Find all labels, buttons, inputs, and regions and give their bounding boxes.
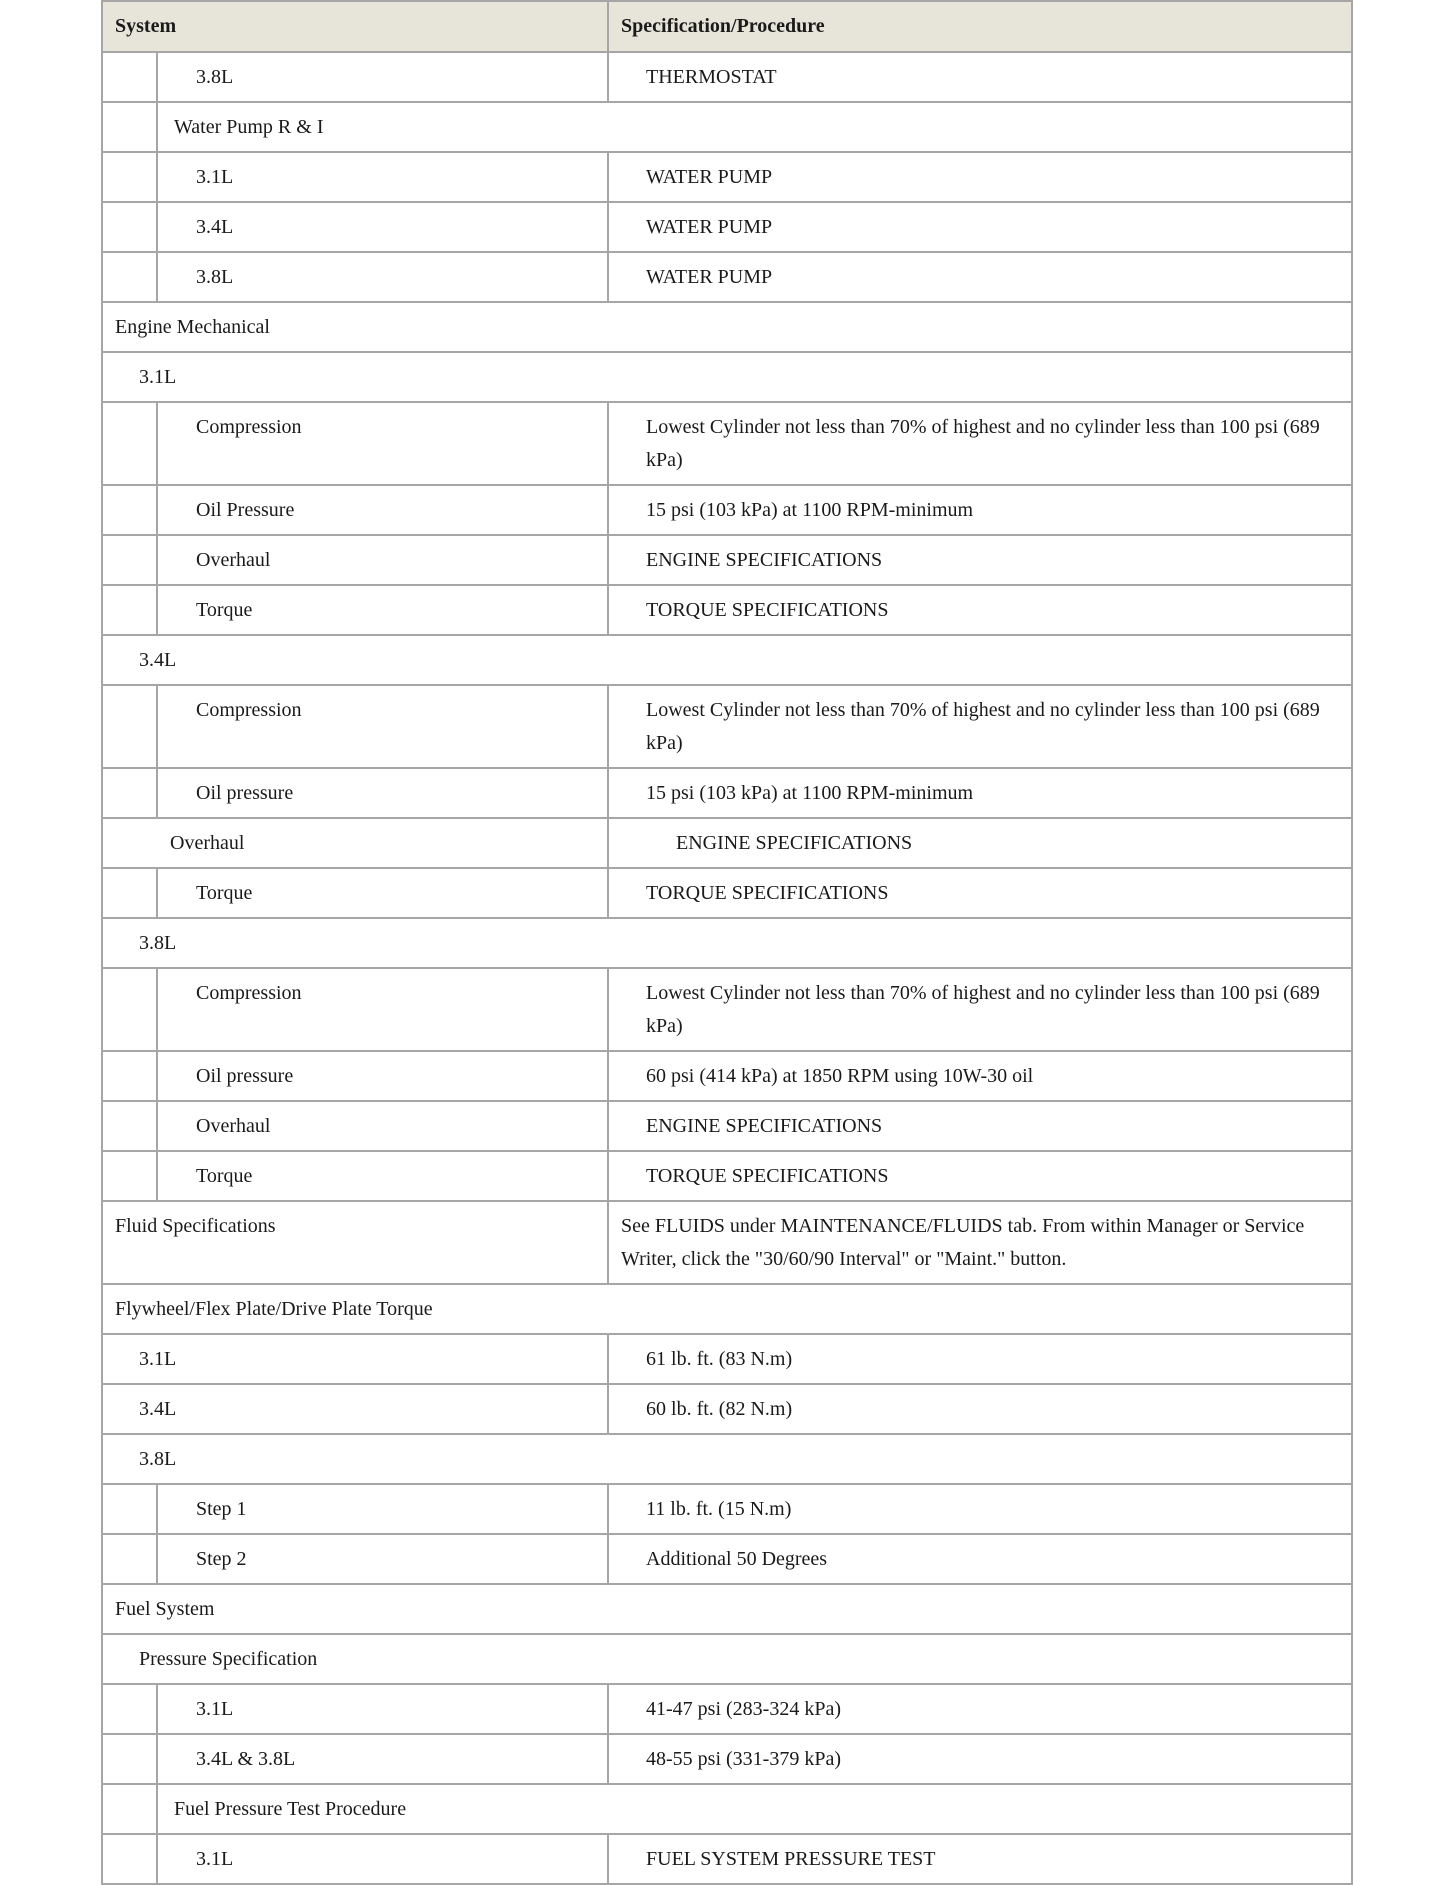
spec-label: 3.1L xyxy=(157,1834,608,1884)
spec-label: Overhaul xyxy=(102,818,608,868)
table-row xyxy=(102,535,1352,585)
group-heading: 3.8L xyxy=(102,1434,1352,1484)
spec-value: See FLUIDS under MAINTENANCE/FLUIDS tab. From within Manager or Service Writer, click the "30/60/90 Interval" or "Maint." button. xyxy=(608,1201,1352,1284)
table-body xyxy=(102,52,1352,1884)
section-heading: Engine Mechanical xyxy=(102,302,1352,352)
spec-value: WATER PUMP xyxy=(608,252,1352,302)
spec-value: Lowest Cylinder not less than 70% of highest and no cylinder less than 100 psi (689 kPa) xyxy=(608,968,1352,1051)
table-row xyxy=(102,402,1352,485)
table-row xyxy=(102,1284,1352,1334)
spec-value: ENGINE SPECIFICATIONS xyxy=(608,818,1352,868)
spec-value: TORQUE SPECIFICATIONS xyxy=(608,585,1352,635)
table-row xyxy=(102,302,1352,352)
group-heading: Pressure Specification xyxy=(102,1634,1352,1684)
table-row xyxy=(102,1684,1352,1734)
indent-gutter xyxy=(102,252,157,302)
indent-gutter xyxy=(102,1101,157,1151)
spec-label: Step 2 xyxy=(157,1534,608,1584)
indent-gutter xyxy=(102,585,157,635)
indent-gutter xyxy=(102,152,157,202)
table-row xyxy=(102,1201,1352,1284)
spec-value: WATER PUMP xyxy=(608,152,1352,202)
spec-label: 3.1L xyxy=(157,1684,608,1734)
spec-value: 61 lb. ft. (83 N.m) xyxy=(608,1334,1352,1384)
spec-label: Oil pressure xyxy=(157,768,608,818)
table-row xyxy=(102,1834,1352,1884)
table-row xyxy=(102,685,1352,768)
table-row xyxy=(102,102,1352,152)
header-row xyxy=(102,1,1352,52)
indent-gutter xyxy=(102,1734,157,1784)
indent-gutter xyxy=(102,52,157,102)
spec-value: 60 lb. ft. (82 N.m) xyxy=(608,1384,1352,1434)
indent-gutter xyxy=(102,1151,157,1201)
spec-value: FUEL SYSTEM PRESSURE TEST xyxy=(608,1834,1352,1884)
spec-label: 3.4L xyxy=(157,202,608,252)
spec-value: 48-55 psi (331-379 kPa) xyxy=(608,1734,1352,1784)
indent-gutter xyxy=(102,868,157,918)
table-row xyxy=(102,968,1352,1051)
indent-gutter xyxy=(102,402,157,485)
table-row xyxy=(102,1484,1352,1534)
subgroup-heading: Water Pump R & I xyxy=(157,102,1352,152)
spec-label: Overhaul xyxy=(157,1101,608,1151)
table-row xyxy=(102,252,1352,302)
spec-label: 3.8L xyxy=(157,252,608,302)
spec-value: ENGINE SPECIFICATIONS xyxy=(608,535,1352,585)
spec-label: 3.4L & 3.8L xyxy=(157,1734,608,1784)
spec-value: ENGINE SPECIFICATIONS xyxy=(608,1101,1352,1151)
indent-gutter xyxy=(102,1784,157,1834)
table-row xyxy=(102,1584,1352,1634)
indent-gutter xyxy=(102,535,157,585)
table-row xyxy=(102,485,1352,535)
spec-label: Torque xyxy=(157,585,608,635)
section-heading: Fuel System xyxy=(102,1584,1352,1634)
spec-label: 3.8L xyxy=(157,52,608,102)
spec-label: Torque xyxy=(157,868,608,918)
table-row xyxy=(102,635,1352,685)
table-header xyxy=(102,1,1352,52)
spec-value: TORQUE SPECIFICATIONS xyxy=(608,868,1352,918)
spec-label: Overhaul xyxy=(157,535,608,585)
group-heading: 3.4L xyxy=(102,1384,608,1434)
spec-label: 3.1L xyxy=(157,152,608,202)
spec-label: Compression xyxy=(157,402,608,485)
column-header-system: System xyxy=(102,1,608,52)
indent-gutter xyxy=(102,768,157,818)
spec-value: 15 psi (103 kPa) at 1100 RPM-minimum xyxy=(608,768,1352,818)
spec-label: Step 1 xyxy=(157,1484,608,1534)
group-heading: 3.8L xyxy=(102,918,1352,968)
indent-gutter xyxy=(102,202,157,252)
table-row xyxy=(102,1101,1352,1151)
spec-value: Additional 50 Degrees xyxy=(608,1534,1352,1584)
spec-label: Oil Pressure xyxy=(157,485,608,535)
indent-gutter xyxy=(102,1051,157,1101)
table-row xyxy=(102,202,1352,252)
table-row xyxy=(102,1384,1352,1434)
spec-value: Lowest Cylinder not less than 70% of highest and no cylinder less than 100 psi (689 kPa) xyxy=(608,685,1352,768)
table-row xyxy=(102,52,1352,102)
group-heading: 3.4L xyxy=(102,635,1352,685)
indent-gutter xyxy=(102,102,157,152)
indent-gutter xyxy=(102,1534,157,1584)
indent-gutter xyxy=(102,1834,157,1884)
spec-value: 41-47 psi (283-324 kPa) xyxy=(608,1684,1352,1734)
spec-value: 11 lb. ft. (15 N.m) xyxy=(608,1484,1352,1534)
table-row xyxy=(102,1534,1352,1584)
subgroup-heading: Fuel Pressure Test Procedure xyxy=(157,1784,1352,1834)
table-row xyxy=(102,918,1352,968)
table-row xyxy=(102,1151,1352,1201)
spec-value: THERMOSTAT xyxy=(608,52,1352,102)
spec-label: Oil pressure xyxy=(157,1051,608,1101)
table-row xyxy=(102,868,1352,918)
table-row xyxy=(102,352,1352,402)
section-heading: Fluid Specifications xyxy=(102,1201,608,1284)
group-heading: 3.1L xyxy=(102,1334,608,1384)
spec-label: Compression xyxy=(157,685,608,768)
indent-gutter xyxy=(102,685,157,768)
table-row xyxy=(102,1734,1352,1784)
spec-label: Compression xyxy=(157,968,608,1051)
spec-value: TORQUE SPECIFICATIONS xyxy=(608,1151,1352,1201)
spec-value: 15 psi (103 kPa) at 1100 RPM-minimum xyxy=(608,485,1352,535)
table-row xyxy=(102,1051,1352,1101)
specification-table xyxy=(101,0,1353,1885)
spec-value: 60 psi (414 kPa) at 1850 RPM using 10W-30 oil xyxy=(608,1051,1352,1101)
indent-gutter xyxy=(102,1484,157,1534)
table-row xyxy=(102,1784,1352,1834)
table-row xyxy=(102,1434,1352,1484)
table-row xyxy=(102,768,1352,818)
section-heading: Flywheel/Flex Plate/Drive Plate Torque xyxy=(102,1284,1352,1334)
spec-value: WATER PUMP xyxy=(608,202,1352,252)
table-row xyxy=(102,1634,1352,1684)
indent-gutter xyxy=(102,968,157,1051)
indent-gutter xyxy=(102,1684,157,1734)
table-row xyxy=(102,1334,1352,1384)
table-row xyxy=(102,818,1352,868)
spec-label: Torque xyxy=(157,1151,608,1201)
spec-value: Lowest Cylinder not less than 70% of highest and no cylinder less than 100 psi (689 kPa) xyxy=(608,402,1352,485)
group-heading: 3.1L xyxy=(102,352,1352,402)
indent-gutter xyxy=(102,485,157,535)
table-row xyxy=(102,152,1352,202)
table-row xyxy=(102,585,1352,635)
column-header-specification: Specification/Procedure xyxy=(608,1,1352,52)
